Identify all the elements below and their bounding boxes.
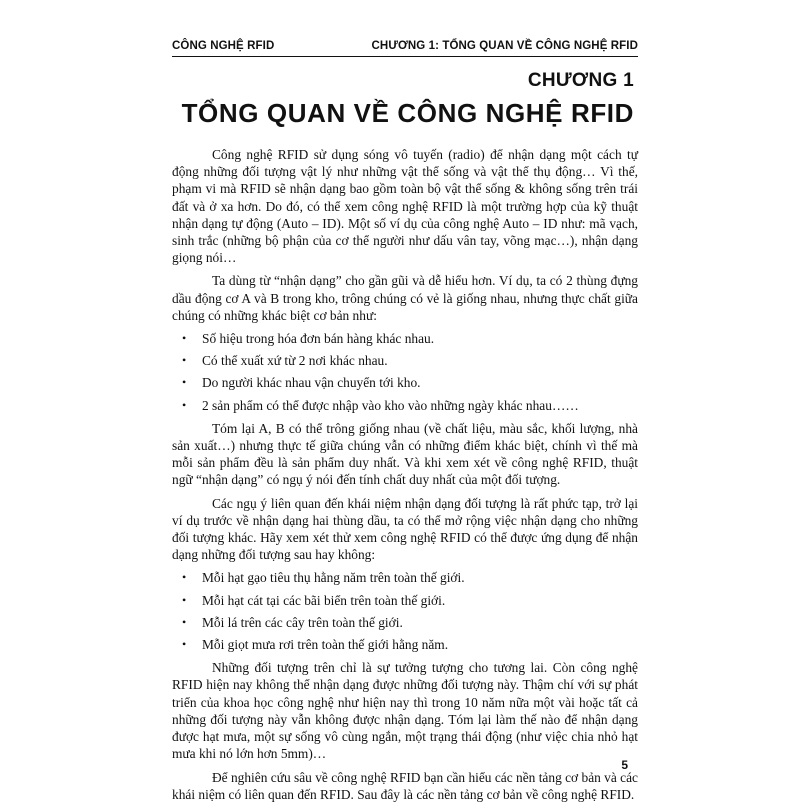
running-header	[172, 40, 638, 52]
paragraph: Để nghiên cứu sâu về công nghệ RFID bạn cần hiểu các nền tảng cơ bản và các khái niệm có liên quan đến RFID. Sau đây là các nền tảng cơ bản về công nghệ RFID.	[172, 769, 638, 802]
chapter-title: TỔNG QUAN VỀ CÔNG NGHỆ RFID	[181, 98, 634, 128]
bullet-list	[172, 330, 638, 414]
list-item-text: Số hiệu trong hóa đơn bán hàng khác nhau.	[202, 331, 435, 347]
bullet-icon: •	[182, 637, 187, 652]
list-item-text: Có thể xuất xứ từ 2 nơi khác nhau.	[202, 353, 388, 369]
paragraph: Những đối tượng trên chỉ là sự tưởng tượng cho tương lai. Còn công nghệ RFID hiện nay không thể nhận dạng được những đối tượng này. Thậm chí với sự phát triển của khoa học công nghệ như hiện nay thì trong 10 năm nữa một vài hoặc tất cả những đối tượng này vẫn không được nhận dạng. Tóm lại làm thế nào để nhận dạng được hạt mưa, một sự sống vô cùng ngắn, một trạng thái động (như việc chia nhỏ hạt mưa khi nó lớn hơn 5mm)…	[172, 660, 638, 762]
header-book-title: CÔNG NGHỆ RFID	[172, 40, 275, 52]
paragraph: Các ngụ ý liên quan đến khái niệm nhận dạng đối tượng là rất phức tạp, trở lại ví dụ trước về nhận dạng hai thùng dầu, ta có thể mở rộng việc nhận dạng cho những đối tượng khác. Hãy xem xét thử xem công nghệ RFID có thể được ứng dụng để nhận dạng những đối tượng sau hay không:	[172, 495, 638, 563]
paragraph: Tóm lại A, B có thể trông giống nhau (về chất liệu, màu sắc, khối lượng, nhà sản xuất…) nhưng thực tế giữa chúng vẫn có những điểm khác biệt, chính vì thế mà mỗi sản phẩm đều là sản phẩm duy nhất. Và khi xem xét về công nghệ RFID, thuật ngữ “nhận dạng” có ngụ ý nói đến tính chất duy nhất của một đối tượng.	[172, 420, 638, 488]
list-item	[172, 592, 638, 609]
list-item	[172, 374, 638, 391]
bullet-icon: •	[182, 570, 187, 585]
header-chapter-title: CHƯƠNG 1: TỔNG QUAN VỀ CÔNG NGHỆ RFID	[371, 40, 638, 52]
bullet-icon: •	[182, 614, 187, 629]
list-item-text: Mỗi lá trên các cây trên toàn thế giới.	[202, 614, 403, 630]
list-item-text: Mỗi hạt cát tại các bãi biển trên toàn thế giới.	[202, 592, 446, 608]
bullet-icon: •	[182, 592, 187, 607]
paragraph: Ta dùng từ “nhận dạng” cho gần gũi và dễ hiểu hơn. Ví dụ, ta có 2 thùng đựng dầu động cơ A và B trong kho, trông chúng có vẻ là giống nhau, nhưng thực chất giữa chúng có những khác biệt cơ bản như:	[172, 273, 638, 323]
list-item-text: Mỗi giọt mưa rơi trên toàn thế giới hằng năm.	[202, 637, 449, 653]
list-item	[172, 397, 638, 414]
bullet-icon: •	[182, 353, 187, 368]
list-item-text: Do người khác nhau vận chuyển tới kho.	[202, 375, 421, 391]
header-divider	[172, 56, 638, 57]
bullet-icon: •	[182, 397, 187, 412]
list-item	[172, 352, 638, 369]
chapter-body	[172, 146, 638, 803]
list-item	[172, 636, 638, 653]
page-number: 5	[621, 758, 628, 772]
bullet-icon: •	[182, 375, 187, 390]
paragraph: Công nghệ RFID sử dụng sóng vô tuyến (radio) để nhận dạng một cách tự động những đối tượng vật lý như những vật thể sống và vật thể thụ động… Vì thế, phạm vi mà RFID sẽ nhận dạng bao gồm toàn bộ vật thể sống & không sống trên trái đất và ở xa hơn. Do đó, có thể xem công nghệ RFID là một trường hợp của kỹ thuật nhận dạng tự động (Auto – ID). Một số ví dụ của công nghệ Auto – ID như: mã vạch, sinh trắc (những bộ phận của cơ thể người như dấu vân tay, võng mạc…), nhận dạng giọng nói…	[172, 147, 638, 266]
list-item	[172, 569, 638, 586]
list-item	[172, 614, 638, 631]
bullet-list	[172, 569, 638, 653]
list-item-text: 2 sản phẩm có thể được nhập vào kho vào những ngày khác nhau……	[202, 397, 579, 413]
list-item	[172, 330, 638, 347]
list-item-text: Mỗi hạt gạo tiêu thụ hằng năm trên toàn thế giới.	[202, 570, 465, 586]
bullet-icon: •	[182, 331, 187, 346]
chapter-number: CHƯƠNG 1	[527, 70, 634, 91]
